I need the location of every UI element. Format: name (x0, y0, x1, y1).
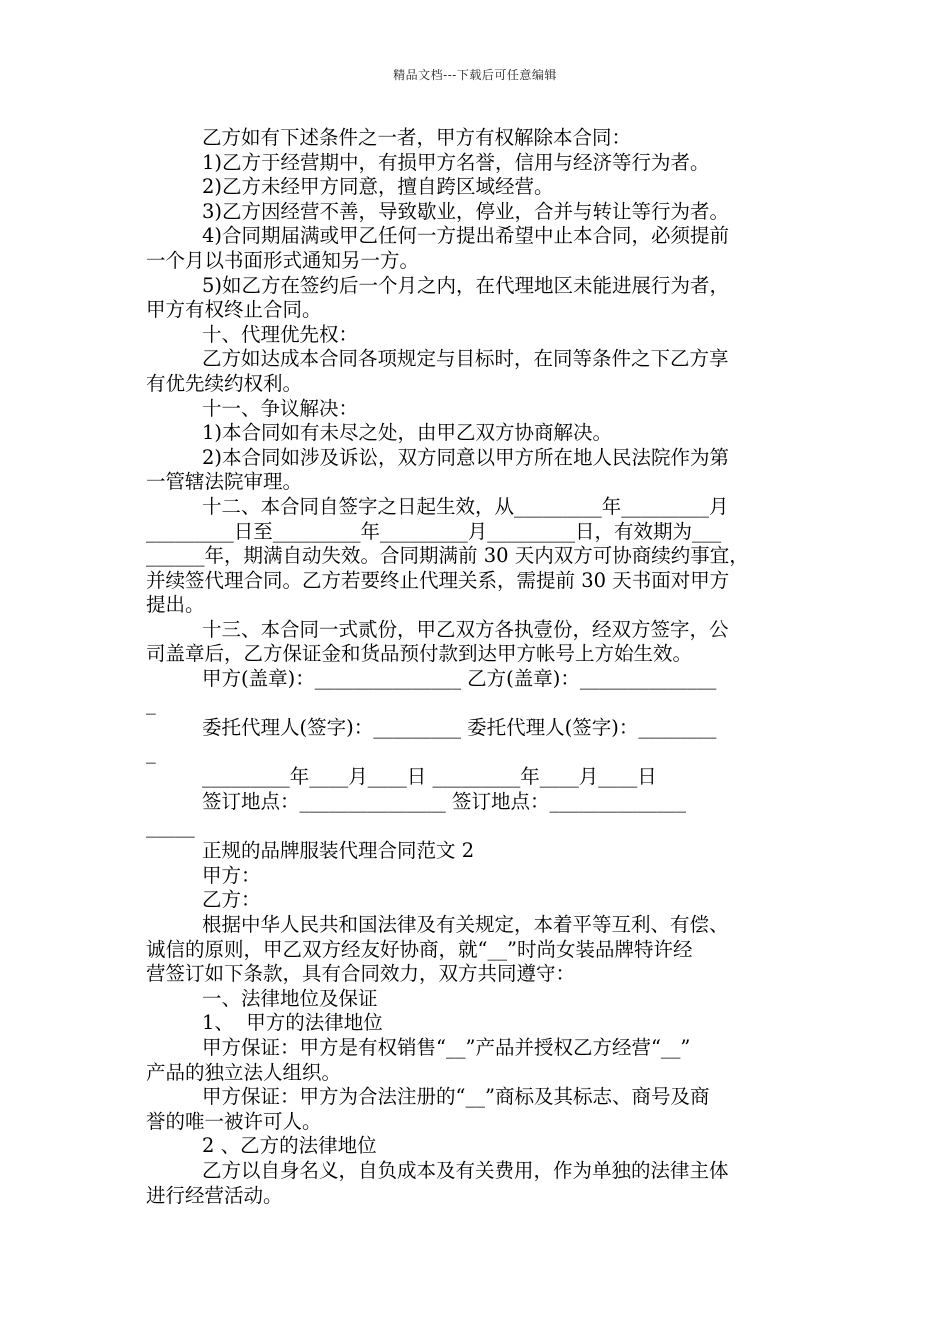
text-line: 乙方： (202, 888, 261, 912)
text-line: 1、 甲方的法律地位 (202, 1011, 383, 1035)
text-line: 乙方如达成本合同各项规定与目标时，在同等条件之下乙方享 (202, 347, 729, 371)
text-line: 十一、争议解决： (202, 396, 359, 420)
text-line: 甲方保证：甲方为合法注册的“__”商标及其标志、商号及商 (202, 1085, 710, 1109)
text-line: 司盖章后，乙方保证金和货品预付款到达甲方帐号上方始生效。 (146, 642, 693, 666)
text-line: 4)合同期届满或甲乙任何一方提出希望中止本合同，必须提前 (202, 224, 730, 248)
text-line: 并续签代理合同。乙方若要终止代理关系，需提前 30 天书面对甲方 (146, 568, 730, 592)
page-header: 精品文档---下载后可任意编辑 (393, 68, 557, 82)
text-line: 甲方保证：甲方是有权销售“__”产品并授权乙方经营“__” (202, 1035, 691, 1059)
text-line: 十三、本合同一式贰份，甲乙双方各执壹份，经双方签字，公 (202, 617, 729, 641)
text-line: 提出。 (146, 593, 205, 617)
text-line: 根据中华人民共和国法律及有关规定，本着平等互利、有偿、 (202, 913, 729, 936)
text-line: 5)如乙方在签约后一个月之内，在代理地区未能进展行为者， (202, 273, 730, 297)
text-line: 产品的独立法人组织。 (146, 1060, 342, 1084)
text-line: 甲方(盖章)：_______________ 乙方(盖章)：______________ (202, 667, 717, 691)
text-line: 2)本合同如涉及诉讼，双方同意以甲方所在地人民法院作为第 (202, 445, 730, 469)
text-line: _ (146, 740, 156, 764)
text-line: 诚信的原则，甲乙双方经友好协商，就“__”时尚女装品牌特许经 (146, 937, 693, 961)
text-line: 2)乙方未经甲方同意，擅自跨区域经营。 (202, 175, 554, 199)
document-body (146, 126, 806, 1208)
text-line: ______年，期满自动失效。合同期满前 30 天内双方可协商续约事宜， (146, 544, 749, 568)
text-line: 十、代理优先权： (202, 322, 359, 346)
text-line: 甲方有权终止合同。 (146, 298, 322, 322)
text-line: 3)乙方因经营不善，导致歇业，停业，合并与转让等行为者。 (202, 199, 730, 223)
text-line: 营签订如下条款，具有合同效力，双方共同遵守： (146, 962, 576, 986)
text-line: 委托代理人(签字)：_________ 委托代理人(签字)：________ (202, 716, 717, 740)
text-line: 正规的品牌服装代理合同范文 2 (202, 839, 475, 863)
text-line: 1)乙方于经营期中，有损甲方名誉，信用与经济等行为者。 (202, 150, 710, 174)
text-line: 乙方以自身名义，自负成本及有关费用，作为单独的法律主体 (202, 1158, 729, 1182)
text-line: 十二、本合同自签字之日起生效，从_________年_________月 (202, 494, 729, 518)
text-line: 一个月以书面形式通知另一方。 (146, 248, 420, 272)
text-line: 有优先续约权利。 (146, 371, 303, 395)
text-line: 誉的唯一被许可人。 (146, 1109, 322, 1133)
text-line: 1)本合同如有未尽之处，由甲乙双方协商解决。 (202, 421, 613, 445)
text-line: 乙方如有下述条件之一者，甲方有权解除本合同： (202, 126, 632, 149)
text-line: _________日至_________年_________月_________日，有效期为___ (146, 519, 722, 543)
text-line: 一管辖法院审理。 (146, 470, 303, 494)
text-line: 一、法律地位及保证 (202, 986, 378, 1010)
text-line: _ (146, 691, 156, 715)
text-line: _____ (146, 814, 195, 838)
text-line: 2 、乙方的法律地位 (202, 1134, 377, 1158)
text-line: 签订地点：_______________ 签订地点：______________ (202, 790, 686, 814)
text-line: 甲方： (202, 863, 261, 887)
text-line: 进行经营活动。 (146, 1183, 283, 1207)
text-line: _________年____月____日 _________年____月____日 (202, 765, 657, 789)
